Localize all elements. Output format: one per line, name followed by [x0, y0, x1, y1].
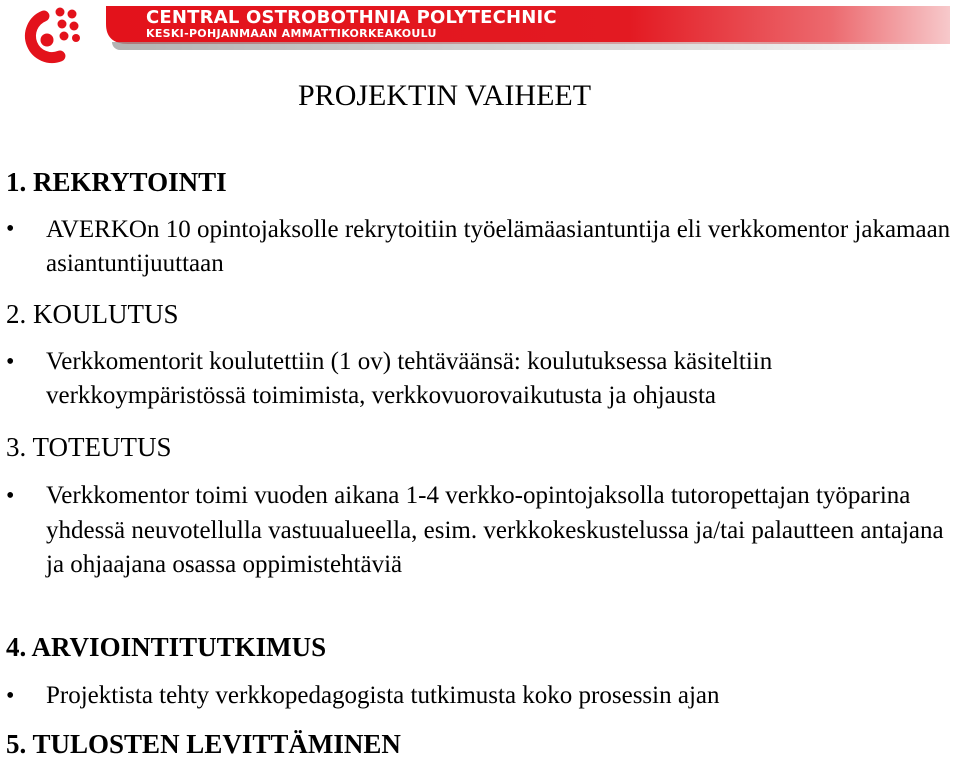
bullet-text-koulutus: Verkkomentorit koulutettiin (1 ov) tehtäväänsä: koulutuksessa käsiteltiin verkkoympäristössä toimimista, verkkovuorovaikutusta ja ohjausta: [46, 348, 773, 409]
bullet-text-toteutus: Verkkomentor toimi vuoden aikana 1-4 verkko-opintojaksolla tutoropettajan työparina yhdessä neuvotellulla vastuualueella, esim. verkkokeskustelussa ja/tai palautteen antajana ja ohjaajana osassa oppimistehtäviä: [46, 482, 944, 578]
banner-subtitle: KESKI-POHJANMAAN AMMATTIKORKEAKOULU: [146, 27, 437, 40]
slide-title: PROJEKTIN VAIHEET: [298, 79, 592, 112]
section-heading-tulosten-levittaminen: 5. TULOSTEN LEVITTÄMINEN: [6, 729, 401, 759]
bullet-text-arviointitutkimus: Projektista tehty verkkopedagogista tutkimusta koko prosessin ajan: [46, 682, 720, 709]
banner-shadow: [112, 42, 950, 50]
bullet-marker: •: [6, 349, 15, 375]
bullet-text-rekrytointi: AVERKOn 10 opintojaksolle rekrytoitiin työelämäasiantuntija eli verkkomentor jakamaan asiantuntijuuttaan: [46, 216, 951, 277]
banner-title: CENTRAL OSTROBOTHNIA POLYTECHNIC: [146, 7, 557, 28]
header-banner: [0, 0, 960, 70]
section-heading-arviointitutkimus: 4. ARVIOINTITUTKIMUS: [6, 632, 327, 662]
section-heading-koulutus: 2. KOULUTUS: [6, 299, 179, 329]
cop-logo-icon: [14, 4, 86, 66]
bullet-marker: •: [6, 216, 15, 242]
section-heading-toteutus: 3. TOTEUTUS: [6, 432, 172, 462]
banner-text: [146, 8, 557, 40]
bullet-marker: •: [6, 483, 15, 509]
section-heading-rekrytointi: 1. REKRYTOINTI: [6, 167, 227, 197]
bullet-marker: •: [6, 683, 15, 709]
